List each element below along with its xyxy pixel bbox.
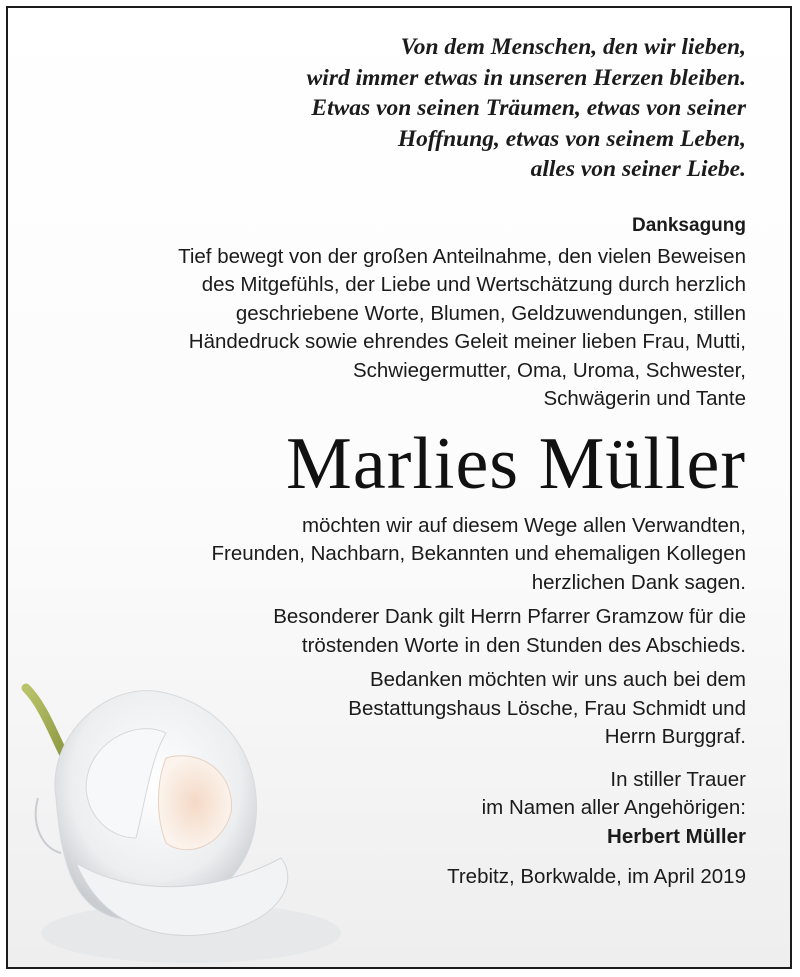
further-thanks-line: Bestattungshaus Lösche, Frau Schmidt und [348, 696, 746, 720]
deceased-name: Marlies Müller [286, 422, 746, 505]
section-heading: Danksagung [631, 214, 746, 236]
poem-line: wird immer etwas in unseren Herzen bleiben. [306, 64, 746, 91]
intro-line: Händedruck sowie ehrendes Geleit meiner lieben Frau, Mutti, [188, 330, 746, 353]
further-thanks-line: Bedanken möchten wir uns auch bei dem [369, 668, 746, 691]
closing-line: im Namen aller Angehörigen: [481, 796, 746, 819]
poem-line: alles von seiner Liebe. [530, 156, 746, 182]
intro-line: Tief bewegt von der großen Anteilnahme, den vielen Beweisen [178, 244, 746, 268]
intro-line: des Mitgefühls, der Liebe und Wertschätzung durch herzlich [201, 273, 746, 296]
special-thanks-line: Besonderer Dank gilt Herrn Pfarrer Gramzow für die [273, 605, 746, 628]
further-thanks-line: Herrn Burggraf. [604, 725, 746, 748]
further-thanks-paragraph [46, 666, 746, 752]
poem-line: Hoffnung, etwas von seinem Leben, [397, 125, 746, 152]
signer-name: Herbert Müller [607, 824, 746, 848]
obituary-content [46, 32, 746, 892]
place-date: Trebitz, Borkwalde, im April 2019 [447, 865, 746, 888]
poem-line: Etwas von seinen Träumen, etwas von seiner [311, 95, 746, 121]
obituary-frame [6, 6, 792, 969]
poem-line: Von dem Menschen, den wir lieben, [400, 34, 746, 60]
thanks-line: möchten wir auf diesem Wege allen Verwandten, [301, 513, 746, 537]
thanks-line: Freunden, Nachbarn, Bekannten und ehemaligen Kollegen [211, 542, 746, 565]
thanks-paragraph [46, 512, 746, 598]
intro-line: Schwiegermutter, Oma, Uroma, Schwester, [352, 358, 746, 382]
thanks-line: herzlichen Dank sagen. [531, 570, 746, 594]
memorial-poem [46, 32, 746, 185]
intro-line: Schwägerin und Tante [543, 387, 746, 410]
intro-line: geschriebene Worte, Blumen, Geldzuwendungen, stillen [235, 301, 746, 325]
closing-block [46, 766, 746, 852]
special-thanks-line: tröstenden Worte in den Stunden des Abschieds. [301, 633, 746, 657]
intro-paragraph [46, 243, 746, 414]
special-thanks-paragraph [46, 603, 746, 660]
closing-line: In stiller Trauer [610, 767, 746, 791]
